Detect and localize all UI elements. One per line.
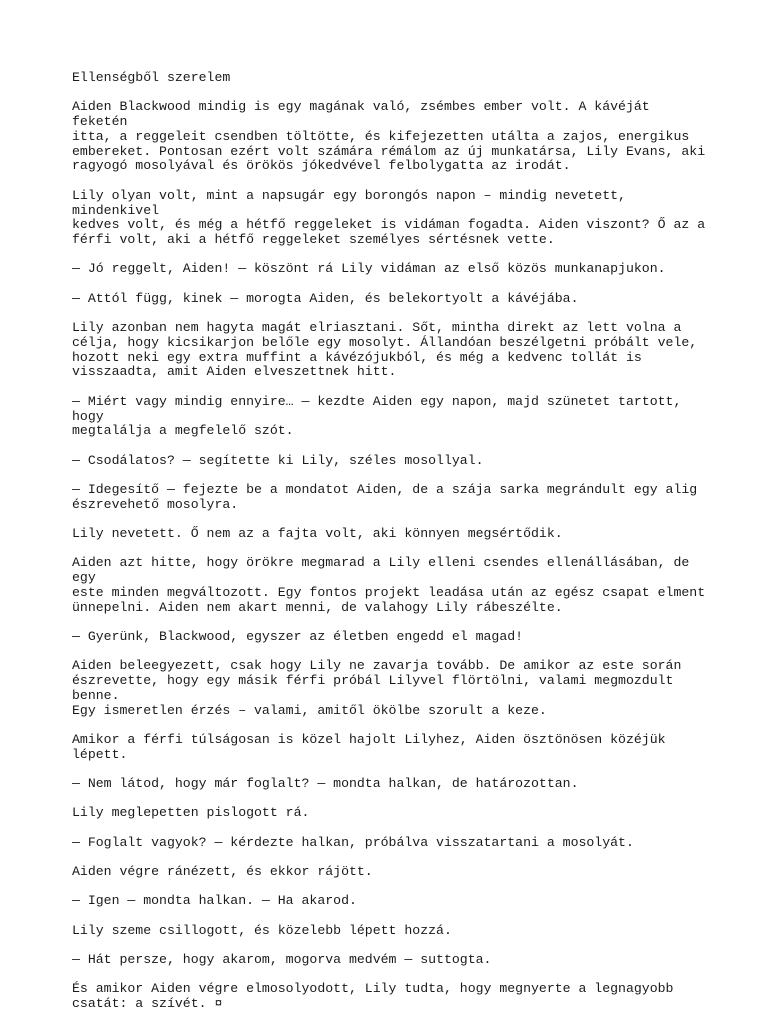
paragraph: — Foglalt vagyok? — kérdezte halkan, próbálva visszatartani a mosolyát. <box>72 834 634 850</box>
paragraph: — Jó reggelt, Aiden! — köszönt rá Lily vidáman az első közös munkanapjukon. <box>72 261 666 277</box>
document-page <box>72 71 712 1026</box>
document-title: Ellenségből szerelem <box>72 70 231 85</box>
paragraph: Lily szeme csillogott, és közelebb lépett hozzá. <box>72 922 452 938</box>
paragraph: És amikor Aiden végre elmosolyodott, Lily tudta, hogy megnyerte a legnagyobb csatát: a szívét. ¤ <box>72 981 674 1011</box>
paragraph: — Attól függ, kinek — morogta Aiden, és belekortyolt a kávéjába. <box>72 290 579 306</box>
paragraph: — Miért vagy mindig ennyire… — kezdte Aiden egy napon, majd szünetet tartott, hogy megtalálja a megfelelő szót. <box>72 393 682 439</box>
paragraph: — Idegesítő — fejezte be a mondatot Aiden, de a szája sarka megrándult egy alig észrevehető mosolyra. <box>72 481 698 512</box>
paragraph: — Igen — mondta halkan. — Ha akarod. <box>72 893 357 909</box>
paragraph: Aiden Blackwood mindig is egy magának való, zsémbes ember volt. A kávéját feketén itta, a reggeleit csendben töltötte, és kifejezetten utálta a zajos, energikus embereket. Pontosan ezért volt számára rémálom az új munkatársa, Lily Evans, aki ragyogó mosolyával és örökös jókedvével felbolygatta az irodát. <box>72 99 706 174</box>
paragraph: — Hát persze, hogy akarom, mogorva medvém — suttogta. <box>72 951 492 967</box>
paragraph: Amikor a férfi túlságosan is közel hajolt Lilyhez, Aiden ösztönösen közéjük lépett. <box>72 732 674 762</box>
paragraph: Aiden beleegyezett, csak hogy Lily ne zavarja tovább. De amikor az este során észrevette, hogy egy másik férfi próbál Lilyvel flörtölni, valami megmozdult benne. Egy ismeretlen érzés – valami, amitől ökölbe szorult a keze. <box>72 658 682 718</box>
paragraph: Aiden végre ránézett, és ekkor rájött. <box>72 863 373 879</box>
paragraph: Lily nevetett. Ő nem az a fajta volt, aki könnyen megsértődik. <box>72 526 563 542</box>
paragraph: Lily meglepetten pislogott rá. <box>72 805 310 821</box>
paragraph: — Gyerünk, Blackwood, egyszer az életben engedd el magad! <box>72 629 524 645</box>
paragraph: Lily olyan volt, mint a napsugár egy borongós napon – mindig nevetett, mindenkivel kedves volt, és még a hétfő reggeleket is vidáman fogadta. Aiden viszont? Ő az a férfi volt, aki a hétfő reggeleket személyes sértésnek vette. <box>72 187 706 248</box>
paragraph: Aiden azt hitte, hogy örökre megmarad a Lily elleni csendes ellenállásában, de egy este minden megváltozott. Egy fontos projekt leadása után az egész csapat elment ünnepelni. Aiden nem akart menni, de valahogy Lily rábeszélte. <box>72 555 706 615</box>
paragraph: — Csodálatos? — segítette ki Lily, széles mosollyal. <box>72 452 484 468</box>
paragraph: Lily azonban nem hagyta magát elriasztani. Sőt, mintha direkt az lett volna a célja, hogy kicsikarjon belőle egy mosolyt. Állandóan beszélgetni próbált vele, hozott neki egy extra muffint a kávézójukból, és még a kedvenc tollát is visszaadta, amit Aiden elveszettnek hitt. <box>72 320 698 380</box>
paragraph: — Nem látod, hogy már foglalt? — mondta halkan, de határozottan. <box>72 776 579 792</box>
